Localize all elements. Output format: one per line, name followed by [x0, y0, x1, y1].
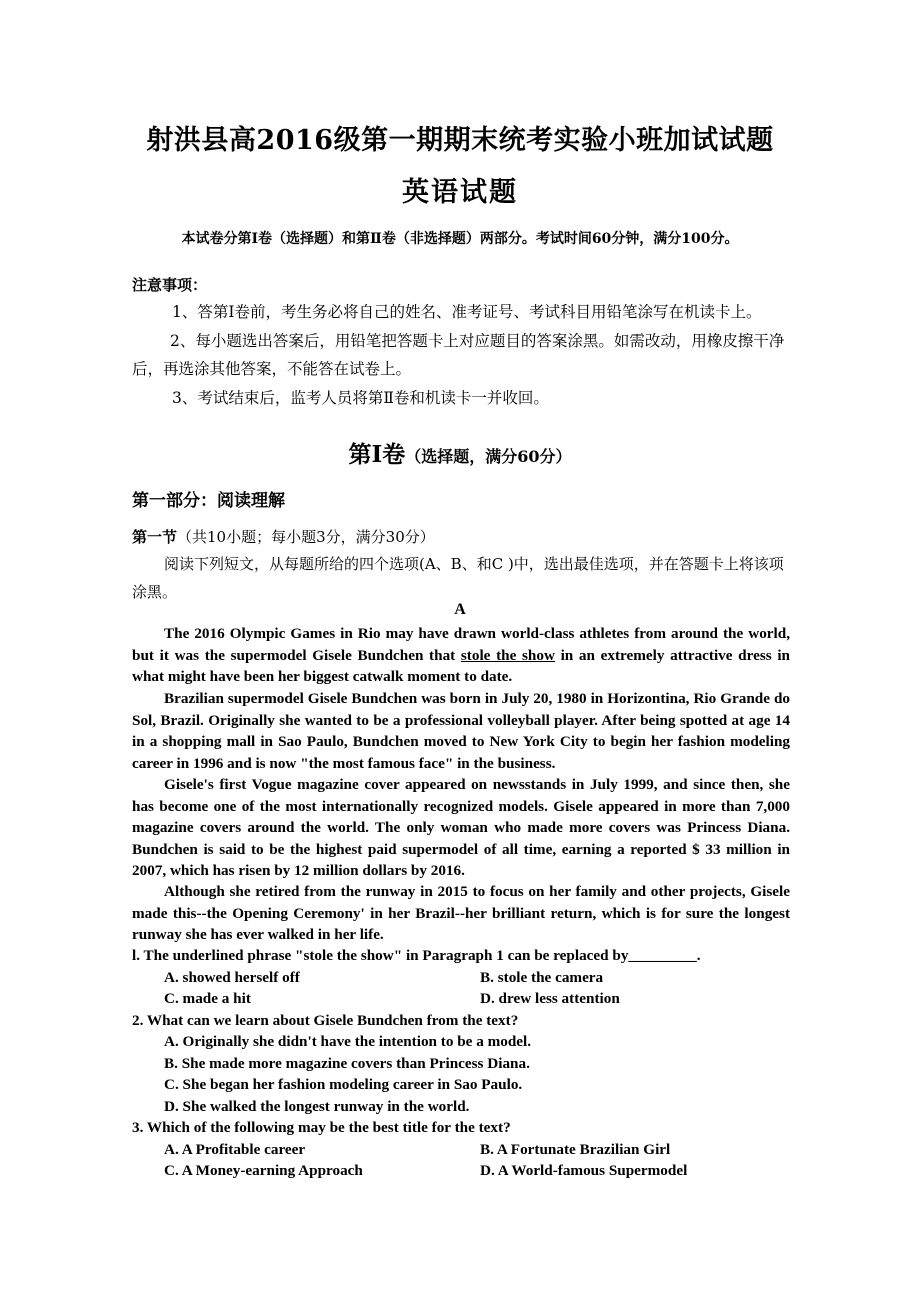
- question-1-stem: l. The underlined phrase "stole the show" in Paragraph 1 can be replaced by_________.: [132, 947, 701, 964]
- question-3-option-d: D. A World-famous Supermodel: [480, 1162, 688, 1179]
- volume-note: （选择题，满分60分）: [405, 447, 572, 466]
- question-3-option-b: B. A Fortunate Brazilian Girl: [480, 1141, 671, 1158]
- volume-heading: [0, 436, 920, 469]
- underlined-phrase: stole the show: [460, 646, 555, 664]
- section-note: （共10小题；每小题3分，满分30分）: [177, 528, 435, 546]
- reading-instructions: 阅读下列短文，从每题所给的四个选项(A、B、和C )中，选出最佳选项，并在答题卡上将该项涂黑。: [132, 555, 784, 601]
- volume-title: 第Ⅰ卷: [348, 441, 406, 468]
- section-heading: [132, 526, 790, 547]
- passage-paragraph-3: Gisele's first Vogue magazine cover appeared on newsstands in July 1999, and since then, she has become one of the most internationally recognized models. Gisele appeared in more than 7,000 magazine covers around the world. The only woman who made more covers was Princess Diana. Bundchen is said to be the highest paid supermodel of all time, earning a reported $ 33 million in 2007, which has risen by 12 million dollars by 2016.: [132, 776, 790, 879]
- question-1-option-a: A. showed herself off: [164, 969, 300, 986]
- question-2-option-a: A. Originally she didn't have the intention to be a model.: [164, 1033, 532, 1050]
- exam-intro: 本试卷分第Ⅰ卷（选择题）和第Ⅱ卷（非选择题）两部分。考试时间60分钟，满分100分。: [181, 231, 739, 247]
- passage-paragraph-1: The 2016 Olympic Games in Rio may have drawn world-class athletes from around the world, but it was the supermodel Gisele Bundchen that stole the show in an extremely attractive dress in what might have been her biggest catwalk moment to date.: [132, 625, 790, 685]
- section-title: 第一节: [132, 528, 178, 546]
- question-1-option-b: B. stole the camera: [480, 969, 604, 986]
- note-item: 3、考试结束后，监考人员将第Ⅱ卷和机读卡一并收回。: [172, 389, 549, 407]
- question-3-option-c: C. A Money-earning Approach: [164, 1162, 363, 1179]
- question-3-option-a: A. A Profitable career: [164, 1141, 306, 1158]
- question-2-option-d: D. She walked the longest runway in the world.: [164, 1098, 470, 1115]
- exam-subtitle: 英语试题: [402, 177, 518, 208]
- exam-title: 射洪县高2016级第一期期末统考实验小班加试试题: [146, 125, 774, 156]
- passage-paragraph-4: Although she retired from the runway in 2015 to focus on her family and other projects, Gisele made this--the Opening Ceremony' in her Brazil--her brilliant return, which is for sure the longest runway she has ever walked in her life.: [132, 883, 790, 943]
- passage-paragraph-2: Brazilian supermodel Gisele Bundchen was born in July 20, 1980 in Horizontina, Rio Grande do Sol, Brazil. Originally she wanted to be a professional volleyball player. After being spotted at age 14 in a shopping mall in Sao Paulo, Bundchen moved to New York City to begin her fashion modeling career in 1996 and is now "the most famous face" in the business.: [132, 690, 790, 772]
- note-item: 2、每小题选出答案后，用铅笔把答题卡上对应题目的答案涂黑。如需改动，用橡皮擦干净后，再选涂其他答案，不能答在试卷上。: [132, 332, 785, 378]
- part-title: 第一部分：阅读理解: [132, 491, 285, 511]
- question-3-stem: 3. Which of the following may be the best title for the text?: [132, 1119, 511, 1136]
- question-1-option-c: C. made a hit: [164, 990, 251, 1007]
- question-2-stem: 2. What can we learn about Gisele Bundchen from the text?: [132, 1012, 519, 1029]
- question-2-option-c: C. She began her fashion modeling career in Sao Paulo.: [164, 1076, 523, 1093]
- passage-label: A: [454, 601, 466, 618]
- note-item: 1、答第Ⅰ卷前，考生务必将自己的姓名、准考证号、考试科目用铅笔涂写在机读卡上。: [172, 303, 762, 321]
- question-1-option-d: D. drew less attention: [480, 990, 620, 1007]
- notes-title: 注意事项：: [132, 276, 208, 294]
- question-2-option-b: B. She made more magazine covers than Princess Diana.: [164, 1055, 530, 1072]
